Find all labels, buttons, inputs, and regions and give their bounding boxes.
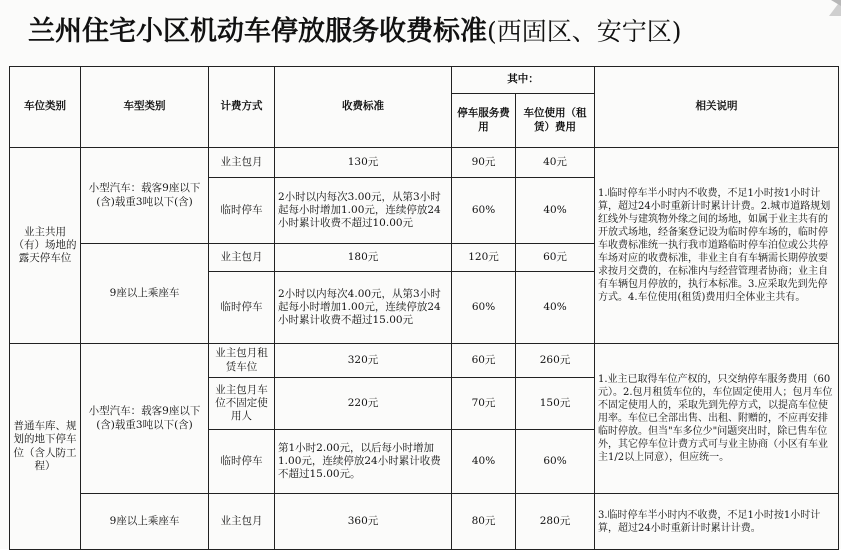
section2-small-car: 小型汽车：载客9座以下(含)载重3吨以下(含) (81, 344, 209, 494)
section2-notes-top: 1.业主已取得车位产权的，只交纳停车服务费用（60元）。2.包月租赁车位的，车位固定使用人；包月车位不固定使用人的，采取先到先停方式，以提高车位使用率。车位已全部出售、出租、附赠的，不应再安排临时停放。但当"车多位少"问题突出时，除已售车位外，其它停车位计费方式可与业主协商（小区有车业主1/2以上同意），但应统一。 (595, 344, 839, 494)
section1-space-type: 业主共用（有）场地的露天停车位 (10, 148, 81, 344)
table-row-service-fee: 80元 (452, 494, 516, 550)
section1-small-car: 小型汽车：载客9座以下(含)载重3吨以下(含) (81, 148, 209, 244)
table-row-service-fee: 70元 (452, 378, 516, 430)
header-notes: 相关说明 (595, 67, 839, 148)
table-row-use-fee: 40元 (516, 148, 595, 178)
table-row-fee: 2小时以内每次3.00元，从第3小时起每小时增加1.00元，连续停放24小时累计收费不超过10.00元 (275, 178, 452, 244)
table-row-method: 业主包月租赁车位 (209, 344, 275, 378)
table-row-fee: 220元 (275, 378, 452, 430)
title-main: 兰州住宅小区机动车停放服务收费标准 (28, 16, 487, 47)
table-row-method: 业主包月 (209, 244, 275, 272)
table-row-method: 业主包月 (209, 148, 275, 178)
table-row-service-fee: 60元 (452, 344, 516, 378)
header-billing-method: 计费方式 (209, 67, 275, 148)
page-title (28, 12, 818, 52)
page-corner-mark (801, 0, 841, 16)
table-row-use-fee: 60% (516, 430, 595, 494)
header-parking-service-fee: 停车服务费用 (452, 94, 516, 148)
table-row-service-fee: 40% (452, 430, 516, 494)
header-fee-standard: 收费标准 (275, 67, 452, 148)
section1-notes: 1.临时停车半小时内不收费，不足1小时按1小时计算，超过24小时重新计时累计计费。2.城市道路规划红线外与建筑物外缘之间的场地，如属于业主共有的开放式场地，经备案登记设为临时停车场的，临时停车收费标准统一执行我市道路临时停车泊位或公共停车场对应的收费标准，非业主自有车辆需长期停放要求按月交费的，在标准内与经营管理者协商；业主自有车辆包月停放的，执行本标准。3.应采取先到先停方式。4.车位使用(租赁)费用归全体业主共有。 (595, 148, 839, 344)
table-row-method: 临时停车 (209, 178, 275, 244)
table-row-service-fee: 90元 (452, 148, 516, 178)
header-of-which: 其中： (452, 67, 595, 94)
section2-notes-bottom: 3.临时停车半小时内不收费，不足1小时按1小时计算，超过24小时重新计时累计计费。 (595, 494, 839, 550)
section2-bus: 9座以上乘座车 (81, 494, 209, 550)
table-row-service-fee: 60% (452, 272, 516, 344)
table-row-use-fee: 60元 (516, 244, 595, 272)
table-row-fee: 360元 (275, 494, 452, 550)
table-row-use-fee: 40% (516, 272, 595, 344)
table-row-method: 临时停车 (209, 430, 275, 494)
header-space-use-fee: 车位使用（租赁）费用 (516, 94, 595, 148)
table-row-method: 业主包月车位不固定使用人 (209, 378, 275, 430)
table-row-fee: 130元 (275, 148, 452, 178)
table-row-fee: 2小时以内每次4.00元，从第3小时起每小时增加1.00元，连续停放24小时累计收费不超过15.00元 (275, 272, 452, 344)
table-row-use-fee: 260元 (516, 344, 595, 378)
section2-space-type: 普通车库、规划的地下停车位（含人防工程） (10, 344, 81, 550)
table-row-use-fee: 40% (516, 178, 595, 244)
table-row-use-fee: 280元 (516, 494, 595, 550)
table-row-method: 临时停车 (209, 272, 275, 344)
section1-bus: 9座以上乘座车 (81, 244, 209, 344)
title-sub: (西固区、安宁区) (487, 17, 682, 46)
table-row-method: 业主包月 (209, 494, 275, 550)
table-row-fee: 第1小时2.00元，以后每小时增加1.00元，连续停放24小时累计收费不超过15.00元。 (275, 430, 452, 494)
table-row-fee: 320元 (275, 344, 452, 378)
table-row-fee: 180元 (275, 244, 452, 272)
header-vehicle-type: 车型类别 (81, 67, 209, 148)
header-space-type: 车位类别 (10, 67, 81, 148)
table-row-service-fee: 120元 (452, 244, 516, 272)
fee-table (9, 66, 839, 550)
table-row-service-fee: 60% (452, 178, 516, 244)
table-row-use-fee: 150元 (516, 378, 595, 430)
